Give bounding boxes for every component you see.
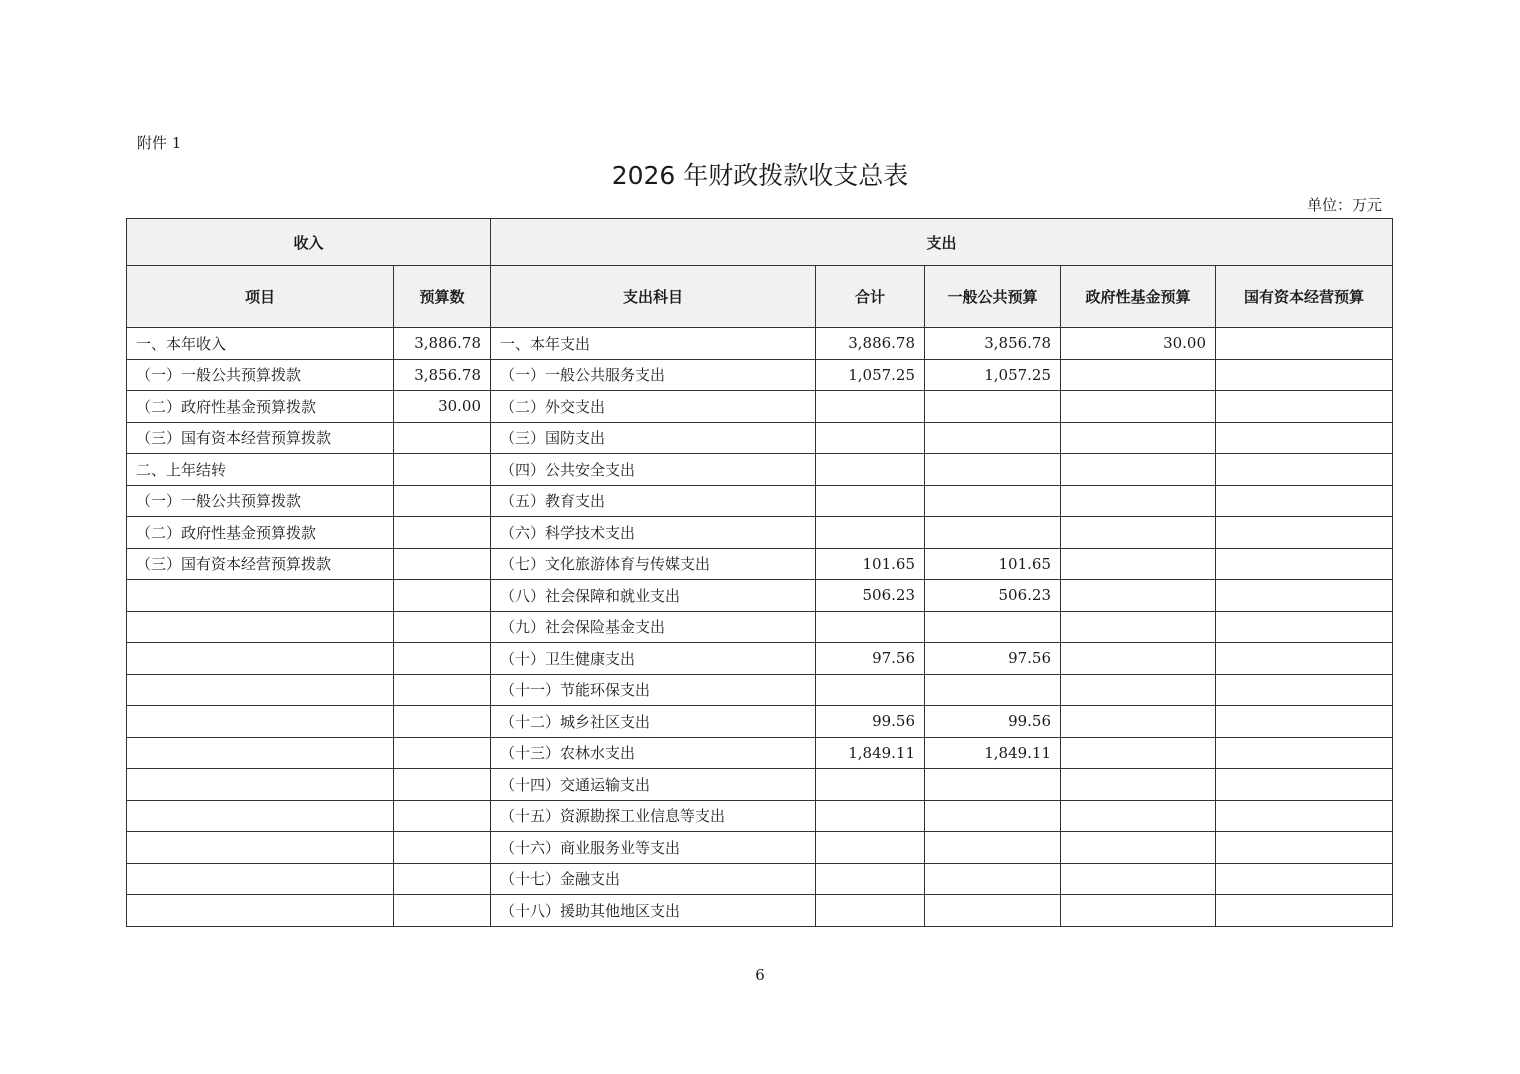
budget-table	[126, 218, 1393, 927]
expense-subject-cell: （五）教育支出	[491, 485, 816, 517]
general-public-cell	[925, 485, 1061, 517]
state-capital-cell	[1216, 769, 1393, 801]
income-item-cell: （二）政府性基金预算拨款	[127, 391, 394, 423]
expense-subject-cell: （十六）商业服务业等支出	[491, 832, 816, 864]
table-row	[127, 895, 1393, 927]
general-public-cell	[925, 674, 1061, 706]
income-item-cell: （一）一般公共预算拨款	[127, 485, 394, 517]
income-budget-cell	[394, 674, 491, 706]
col-header-item: 项目	[127, 266, 394, 328]
table-row	[127, 359, 1393, 391]
expense-subject-cell: （十四）交通运输支出	[491, 769, 816, 801]
gov-fund-cell	[1061, 517, 1216, 549]
income-item-cell	[127, 706, 394, 738]
state-capital-cell	[1216, 391, 1393, 423]
gov-fund-cell: 30.00	[1061, 328, 1216, 360]
table-row	[127, 328, 1393, 360]
income-item-cell: （二）政府性基金预算拨款	[127, 517, 394, 549]
gov-fund-cell	[1061, 485, 1216, 517]
table-row	[127, 391, 1393, 423]
table-row	[127, 611, 1393, 643]
gov-fund-cell	[1061, 611, 1216, 643]
state-capital-cell	[1216, 485, 1393, 517]
income-budget-cell	[394, 769, 491, 801]
expense-subject-cell: （一）一般公共服务支出	[491, 359, 816, 391]
expense-subject-cell: （十三）农林水支出	[491, 737, 816, 769]
income-item-cell	[127, 737, 394, 769]
col-header-expense-subject: 支出科目	[491, 266, 816, 328]
table-row	[127, 485, 1393, 517]
table-row	[127, 800, 1393, 832]
income-budget-cell	[394, 800, 491, 832]
table-row	[127, 517, 1393, 549]
total-cell: 506.23	[816, 580, 925, 612]
income-item-cell	[127, 769, 394, 801]
total-cell: 101.65	[816, 548, 925, 580]
table-row	[127, 863, 1393, 895]
income-budget-cell	[394, 422, 491, 454]
general-public-cell	[925, 895, 1061, 927]
state-capital-cell	[1216, 800, 1393, 832]
table-row	[127, 454, 1393, 486]
unit-label: 单位：万元	[1306, 196, 1382, 214]
state-capital-cell	[1216, 422, 1393, 454]
table-row	[127, 580, 1393, 612]
income-budget-cell: 3,886.78	[394, 328, 491, 360]
general-public-cell	[925, 832, 1061, 864]
expense-subject-cell: （九）社会保险基金支出	[491, 611, 816, 643]
table-row	[127, 548, 1393, 580]
col-header-state-capital: 国有资本经营预算	[1216, 266, 1393, 328]
general-public-cell	[925, 769, 1061, 801]
income-item-cell	[127, 674, 394, 706]
table-row	[127, 674, 1393, 706]
income-item-cell: 一、本年收入	[127, 328, 394, 360]
expense-subject-cell: （十一）节能环保支出	[491, 674, 816, 706]
income-budget-cell: 3,856.78	[394, 359, 491, 391]
expense-subject-cell: （六）科学技术支出	[491, 517, 816, 549]
general-public-cell: 99.56	[925, 706, 1061, 738]
gov-fund-cell	[1061, 454, 1216, 486]
total-cell	[816, 454, 925, 486]
gov-fund-cell	[1061, 737, 1216, 769]
income-budget-cell	[394, 643, 491, 675]
expense-subject-cell: （十七）金融支出	[491, 863, 816, 895]
total-cell	[816, 769, 925, 801]
total-cell	[816, 422, 925, 454]
expense-subject-cell: （八）社会保障和就业支出	[491, 580, 816, 612]
general-public-cell	[925, 800, 1061, 832]
state-capital-cell	[1216, 359, 1393, 391]
income-budget-cell	[394, 454, 491, 486]
income-item-cell	[127, 863, 394, 895]
gov-fund-cell	[1061, 769, 1216, 801]
general-public-cell	[925, 454, 1061, 486]
state-capital-cell	[1216, 863, 1393, 895]
table-row	[127, 769, 1393, 801]
total-cell	[816, 863, 925, 895]
page-number: 6	[755, 966, 765, 984]
total-cell	[816, 611, 925, 643]
state-capital-cell	[1216, 548, 1393, 580]
general-public-cell	[925, 611, 1061, 643]
page-title: 2026 年财政拨款收支总表	[611, 161, 909, 190]
col-header-budget: 预算数	[394, 266, 491, 328]
income-item-cell	[127, 800, 394, 832]
gov-fund-cell	[1061, 643, 1216, 675]
gov-fund-cell	[1061, 863, 1216, 895]
expense-subject-cell: （十八）援助其他地区支出	[491, 895, 816, 927]
general-public-cell: 101.65	[925, 548, 1061, 580]
expense-subject-cell: （三）国防支出	[491, 422, 816, 454]
table-row	[127, 643, 1393, 675]
col-header-total: 合计	[816, 266, 925, 328]
state-capital-cell	[1216, 895, 1393, 927]
state-capital-cell	[1216, 454, 1393, 486]
income-item-cell	[127, 643, 394, 675]
expense-subject-cell: 一、本年支出	[491, 328, 816, 360]
general-public-cell	[925, 863, 1061, 895]
expense-subject-cell: （十五）资源勘探工业信息等支出	[491, 800, 816, 832]
gov-fund-cell	[1061, 422, 1216, 454]
income-header: 收入	[127, 219, 491, 266]
total-cell	[816, 517, 925, 549]
state-capital-cell	[1216, 611, 1393, 643]
general-public-cell	[925, 422, 1061, 454]
expense-header: 支出	[491, 219, 1393, 266]
table-row	[127, 706, 1393, 738]
total-cell	[816, 895, 925, 927]
income-item-cell	[127, 580, 394, 612]
income-budget-cell: 30.00	[394, 391, 491, 423]
table-row	[127, 832, 1393, 864]
income-budget-cell	[394, 737, 491, 769]
state-capital-cell	[1216, 832, 1393, 864]
income-item-cell	[127, 611, 394, 643]
gov-fund-cell	[1061, 359, 1216, 391]
gov-fund-cell	[1061, 706, 1216, 738]
state-capital-cell	[1216, 706, 1393, 738]
total-cell: 1,849.11	[816, 737, 925, 769]
total-cell: 3,886.78	[816, 328, 925, 360]
state-capital-cell	[1216, 737, 1393, 769]
col-header-gov-fund: 政府性基金预算	[1061, 266, 1216, 328]
gov-fund-cell	[1061, 391, 1216, 423]
general-public-cell: 3,856.78	[925, 328, 1061, 360]
total-cell	[816, 485, 925, 517]
total-cell	[816, 832, 925, 864]
state-capital-cell	[1216, 674, 1393, 706]
table-row	[127, 737, 1393, 769]
state-capital-cell	[1216, 580, 1393, 612]
gov-fund-cell	[1061, 548, 1216, 580]
general-public-cell	[925, 391, 1061, 423]
total-cell	[816, 800, 925, 832]
income-item-cell	[127, 832, 394, 864]
income-budget-cell	[394, 580, 491, 612]
table-row	[127, 422, 1393, 454]
gov-fund-cell	[1061, 832, 1216, 864]
expense-subject-cell: （四）公共安全支出	[491, 454, 816, 486]
gov-fund-cell	[1061, 800, 1216, 832]
income-item-cell: （三）国有资本经营预算拨款	[127, 548, 394, 580]
total-cell: 1,057.25	[816, 359, 925, 391]
general-public-cell: 506.23	[925, 580, 1061, 612]
income-budget-cell	[394, 863, 491, 895]
general-public-cell: 1,849.11	[925, 737, 1061, 769]
total-cell: 97.56	[816, 643, 925, 675]
gov-fund-cell	[1061, 580, 1216, 612]
income-item-cell: （三）国有资本经营预算拨款	[127, 422, 394, 454]
income-item-cell	[127, 895, 394, 927]
gov-fund-cell	[1061, 895, 1216, 927]
income-budget-cell	[394, 895, 491, 927]
income-budget-cell	[394, 706, 491, 738]
total-cell: 99.56	[816, 706, 925, 738]
expense-subject-cell: （十二）城乡社区支出	[491, 706, 816, 738]
gov-fund-cell	[1061, 674, 1216, 706]
state-capital-cell	[1216, 328, 1393, 360]
total-cell	[816, 674, 925, 706]
expense-subject-cell: （二）外交支出	[491, 391, 816, 423]
income-budget-cell	[394, 548, 491, 580]
income-budget-cell	[394, 832, 491, 864]
attachment-label: 附件 1	[137, 134, 182, 152]
income-budget-cell	[394, 517, 491, 549]
general-public-cell: 97.56	[925, 643, 1061, 675]
income-item-cell: （一）一般公共预算拨款	[127, 359, 394, 391]
general-public-cell	[925, 517, 1061, 549]
income-budget-cell	[394, 485, 491, 517]
expense-subject-cell: （七）文化旅游体育与传媒支出	[491, 548, 816, 580]
col-header-general-public: 一般公共预算	[925, 266, 1061, 328]
expense-subject-cell: （十）卫生健康支出	[491, 643, 816, 675]
income-item-cell: 二、上年结转	[127, 454, 394, 486]
state-capital-cell	[1216, 643, 1393, 675]
total-cell	[816, 391, 925, 423]
income-budget-cell	[394, 611, 491, 643]
general-public-cell: 1,057.25	[925, 359, 1061, 391]
state-capital-cell	[1216, 517, 1393, 549]
